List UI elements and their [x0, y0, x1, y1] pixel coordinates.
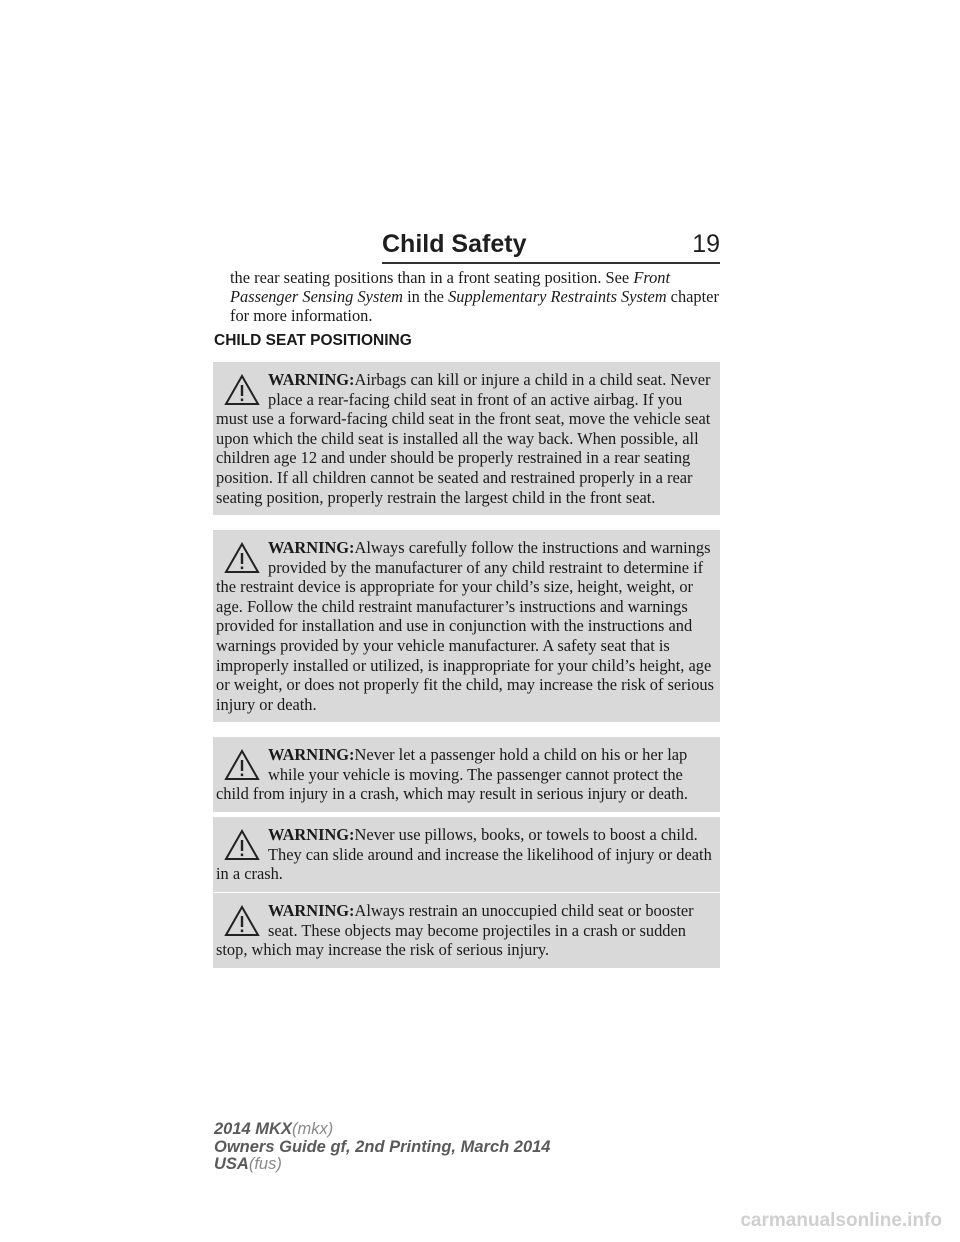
warning-label: WARNING: — [268, 901, 355, 920]
warning-box-1 — [213, 362, 720, 515]
footer-line-2 — [214, 1139, 551, 1157]
document-footer — [214, 1121, 551, 1174]
warning-text: Airbags can kill or injure a child in a child seat. Never place a rear-facing child seat in front of an active airbag. If you must use a forward-facing child seat in the front seat, move the vehicle seat upon which the child seat is installed all the way back. When possible, all children age 12 and under should be properly restrained in a rear seating position. If all children cannot be seated and restrained properly in a rear seating position, properly restrain the largest child in the front seat. — [216, 370, 711, 507]
intro-text-2: in the — [402, 287, 449, 306]
footer-line-1 — [214, 1121, 551, 1139]
warning-triangle-icon — [224, 374, 260, 406]
footer-model-code: (mkx) — [291, 1120, 334, 1138]
footer-line-3 — [214, 1156, 551, 1174]
warning-box-2 — [213, 530, 720, 722]
footer-edition: Owners Guide gf, 2nd Printing, March 2014 — [214, 1137, 551, 1156]
footer-market: USA — [214, 1155, 249, 1173]
warning-label: WARNING: — [268, 370, 355, 389]
warning-label: WARNING: — [268, 745, 355, 764]
intro-text-1: the rear seating positions than in a front seating position. See — [230, 268, 634, 287]
warning-text: Never let a passenger hold a child on his or her lap while your vehicle is moving. The passenger cannot protect the child from injury in a crash, which may result in serious injury or death. — [216, 745, 689, 804]
section-heading: CHILD SEAT POSITIONING — [214, 332, 412, 349]
warning-text: Always restrain an unoccupied child seat or booster seat. These objects may become projectiles in a crash or sudden stop, which may increase the risk of serious injury. — [216, 901, 694, 960]
warning-label: WARNING: — [268, 538, 355, 557]
intro-paragraph — [230, 268, 722, 325]
warning-box-4 — [213, 817, 720, 892]
header-divider — [382, 262, 720, 264]
warning-triangle-icon — [224, 542, 260, 574]
intro-text-3: chapter for more information. — [230, 287, 719, 325]
footer-model: 2014 MKX — [214, 1120, 292, 1138]
warning-text: Never use pillows, books, or towels to boost a child. They can slide around and increase the likelihood of injury or death in a crash. — [216, 825, 712, 884]
warning-box-3 — [213, 737, 720, 812]
intro-reference-2: Supplementary Restraints System — [448, 287, 667, 306]
chapter-title: Child Safety — [382, 230, 527, 258]
warning-text: Always carefully follow the instructions and warnings provided by the manufacturer of any child restraint to determine if the restraint device is appropriate for your child’s size, height, weight, or age. Follow the child restraint manufacturer’s instructions and warnings provided for installation and use in conjunction with the instructions and warnings provided by your vehicle manufacturer. A safety seat that is improperly installed or utilized, is inappropriate for your child’s height, age or weight, or does not properly fit the child, may increase the risk of serious injury or death. — [216, 538, 714, 714]
warning-box-5 — [213, 893, 720, 968]
warning-triangle-icon — [224, 905, 260, 937]
page-number: 19 — [692, 230, 720, 258]
warning-label: WARNING: — [268, 825, 355, 844]
page-header — [382, 230, 720, 264]
warning-triangle-icon — [224, 829, 260, 861]
warning-triangle-icon — [224, 749, 260, 781]
intro-reference-1: Front Passenger Sensing System — [230, 268, 671, 306]
watermark: carmanualsonline.info — [740, 1210, 942, 1231]
footer-market-code: (fus) — [248, 1155, 282, 1173]
